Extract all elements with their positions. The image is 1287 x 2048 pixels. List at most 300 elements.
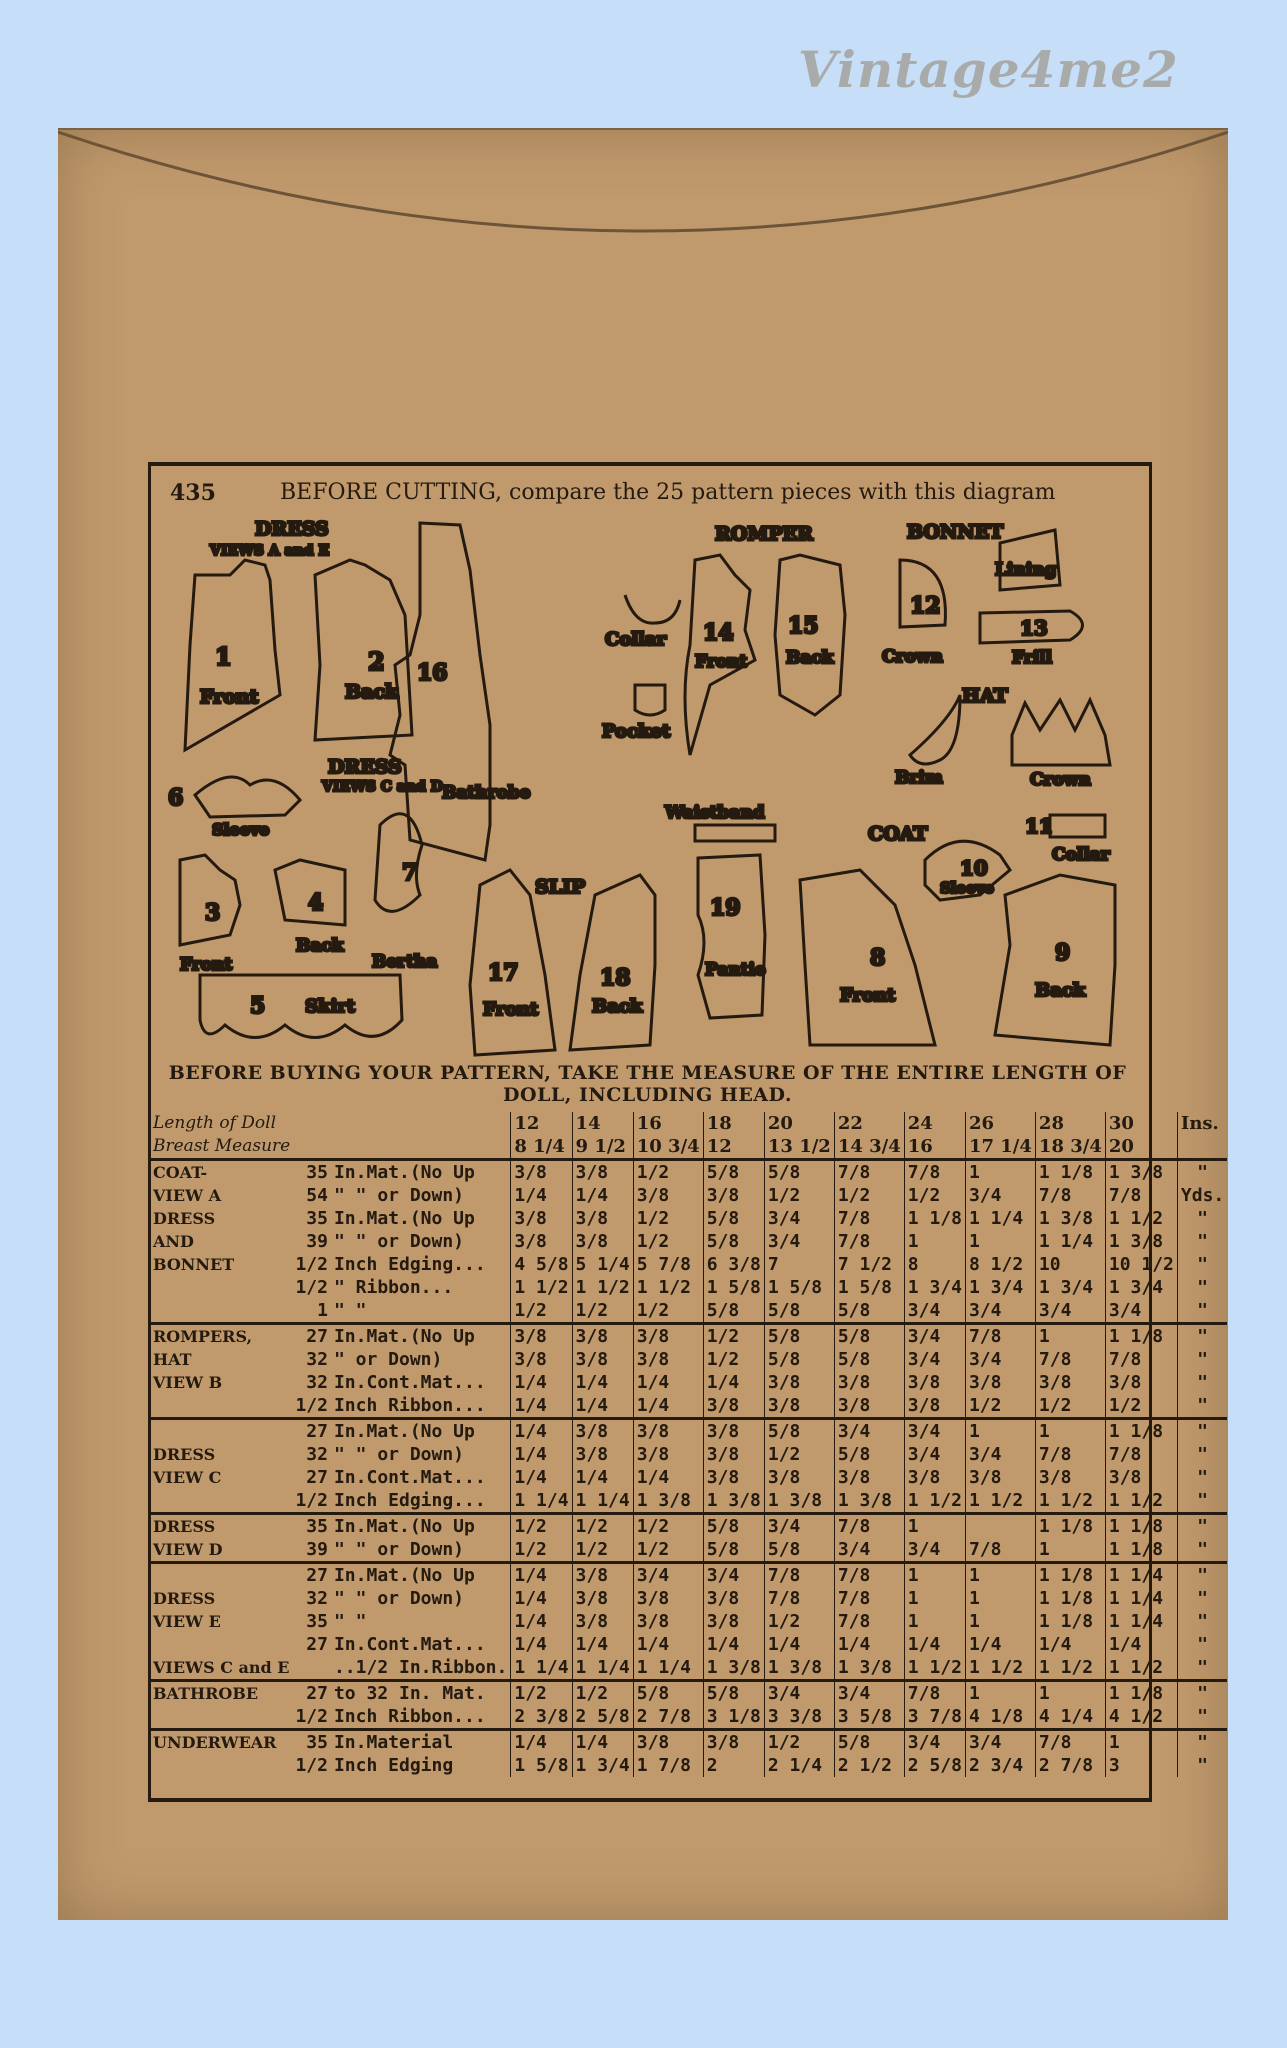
yardage-value: 1/2 bbox=[764, 1730, 834, 1755]
yardage-value: 1 3/4 bbox=[572, 1754, 633, 1777]
yardage-value: 1 bbox=[904, 1563, 965, 1588]
yardage-row bbox=[150, 1489, 1227, 1514]
yardage-value: 1/2 bbox=[633, 1299, 703, 1324]
material-width: 39 bbox=[306, 1539, 328, 1560]
yardage-value: 3/8 bbox=[572, 1348, 633, 1371]
yardage-value: 1 bbox=[1105, 1730, 1177, 1755]
piece-number: 19 bbox=[710, 895, 741, 921]
yardage-value: 7/8 bbox=[834, 1563, 904, 1588]
yardage-value: 7/8 bbox=[904, 1160, 965, 1185]
yardage-value: 1 bbox=[1035, 1681, 1105, 1706]
piece-number: 3 bbox=[205, 900, 221, 926]
yardage-value: 3/8 bbox=[633, 1348, 703, 1371]
yardage-value: 7/8 bbox=[834, 1160, 904, 1185]
yardage-row bbox=[150, 1705, 1227, 1730]
yardage-body bbox=[150, 1160, 1227, 1778]
yardage-table bbox=[150, 1112, 1227, 1777]
material-width: 32 bbox=[306, 1349, 328, 1370]
yardage-value: 3/8 bbox=[1035, 1466, 1105, 1489]
size-cell: 20 bbox=[764, 1112, 834, 1135]
yardage-value: 1 1/2 bbox=[1035, 1489, 1105, 1514]
material-width: 35 bbox=[306, 1208, 328, 1229]
yardage-value: 1 3/8 bbox=[834, 1656, 904, 1681]
yardage-value: 1/4 bbox=[511, 1633, 572, 1656]
yardage-value: 7/8 bbox=[904, 1681, 965, 1706]
yardage-value: 2 7/8 bbox=[633, 1705, 703, 1730]
material-description: In.Mat.(No Up bbox=[331, 1563, 511, 1588]
yardage-value: 3/8 bbox=[511, 1160, 572, 1185]
yardage-value: 1/4 bbox=[511, 1394, 572, 1419]
yardage-value: 1 1/8 bbox=[1105, 1538, 1177, 1563]
yardage-value: 3/8 bbox=[764, 1394, 834, 1419]
yardage-value: 1 1/8 bbox=[1105, 1324, 1177, 1349]
yardage-value: 1 bbox=[965, 1160, 1035, 1185]
yardage-value: 7/8 bbox=[1105, 1348, 1177, 1371]
yardage-value: 2 7/8 bbox=[1035, 1754, 1105, 1777]
yardage-value: 1/2 bbox=[633, 1207, 703, 1230]
unit-cell: " bbox=[1177, 1419, 1227, 1444]
piece-name: Waistband bbox=[665, 803, 765, 823]
yardage-value: 5/8 bbox=[764, 1419, 834, 1444]
yardage-row bbox=[150, 1563, 1227, 1588]
yardage-row bbox=[150, 1160, 1227, 1185]
material-width: 1 bbox=[317, 1300, 328, 1321]
yardage-value: 1 bbox=[1035, 1538, 1105, 1563]
yardage-value: 1 1/8 bbox=[1105, 1514, 1177, 1539]
yardage-value: 1/2 bbox=[572, 1681, 633, 1706]
yardage-value: 2 3/4 bbox=[965, 1754, 1035, 1777]
piece-name: Bathrobe bbox=[442, 783, 531, 803]
piece-number: 18 bbox=[600, 965, 631, 991]
yardage-value: 7/8 bbox=[834, 1514, 904, 1539]
unit-cell: Ins. bbox=[1177, 1112, 1227, 1135]
unit-cell: " bbox=[1177, 1371, 1227, 1394]
piece-number: 17 bbox=[488, 960, 519, 986]
yardage-value: 4 1/2 bbox=[1105, 1705, 1177, 1730]
yardage-value: 3/8 bbox=[703, 1730, 764, 1755]
yardage-row bbox=[150, 1253, 1227, 1276]
piece-outline bbox=[625, 595, 680, 623]
breast-header-row bbox=[150, 1135, 1227, 1160]
yardage-value: 3/4 bbox=[965, 1348, 1035, 1371]
yardage-value: 7/8 bbox=[834, 1587, 904, 1610]
group-label: COAT bbox=[868, 823, 928, 845]
yardage-value: 3/8 bbox=[511, 1324, 572, 1349]
yardage-value: 1 1/4 bbox=[633, 1656, 703, 1681]
size-cell: 18 3/4 bbox=[1035, 1135, 1105, 1160]
yardage-value: 3/4 bbox=[764, 1514, 834, 1539]
yardage-value: 1/4 bbox=[633, 1466, 703, 1489]
unit-cell: " bbox=[1177, 1633, 1227, 1656]
panel-title: BEFORE CUTTING, compare the 25 pattern pieces with this diagram bbox=[280, 480, 1056, 505]
yardage-value: 2 3/8 bbox=[511, 1705, 572, 1730]
material-width: 32 bbox=[306, 1372, 328, 1393]
unit-cell: " bbox=[1177, 1730, 1227, 1755]
material-width: 1/2 bbox=[295, 1706, 328, 1727]
group-label: HAT bbox=[962, 685, 1008, 707]
yardage-value: 7/8 bbox=[1035, 1730, 1105, 1755]
garment-label: VIEW B bbox=[153, 1373, 223, 1392]
yardage-value: 1/2 bbox=[572, 1514, 633, 1539]
piece-number: 16 bbox=[417, 660, 448, 686]
yardage-value: 1 3/8 bbox=[1105, 1230, 1177, 1253]
yardage-value: 1 3/8 bbox=[1035, 1207, 1105, 1230]
size-cell: 20 bbox=[1105, 1135, 1177, 1160]
yardage-value: 3/4 bbox=[764, 1681, 834, 1706]
yardage-value: 1 1/8 bbox=[1035, 1610, 1105, 1633]
yardage-row bbox=[150, 1324, 1227, 1349]
piece-number: 9 bbox=[1055, 940, 1071, 966]
size-cell: 22 bbox=[834, 1112, 904, 1135]
material-description: ..1/2 In.Ribbon. bbox=[333, 1657, 508, 1678]
garment-label bbox=[150, 1563, 292, 1588]
material-width: 27 bbox=[292, 1681, 331, 1706]
watermark: Vintage4me2 bbox=[798, 40, 1179, 99]
yardage-value: 1 5/8 bbox=[703, 1276, 764, 1299]
yardage-value: 1 bbox=[904, 1230, 965, 1253]
yardage-value: 10 1/2 bbox=[1105, 1253, 1177, 1276]
unit-cell: " bbox=[1177, 1207, 1227, 1230]
unit-cell: " bbox=[1177, 1466, 1227, 1489]
yardage-value: 1/4 bbox=[511, 1184, 572, 1207]
yardage-value: 1/4 bbox=[633, 1371, 703, 1394]
yardage-value: 1 5/8 bbox=[511, 1754, 572, 1777]
material-description: Inch Ribbon... bbox=[333, 1395, 486, 1416]
yardage-value: 1/4 bbox=[572, 1633, 633, 1656]
material-description: In.Mat.(No Up bbox=[331, 1514, 511, 1539]
yardage-value: 1 bbox=[904, 1514, 965, 1539]
piece-name: Bertha bbox=[372, 952, 438, 972]
material-description: In.Cont.Mat... bbox=[333, 1467, 486, 1488]
yardage-value: 3/4 bbox=[904, 1419, 965, 1444]
yardage-value: 1 3/8 bbox=[703, 1656, 764, 1681]
unit-cell: " bbox=[1177, 1514, 1227, 1539]
yardage-value: 3/4 bbox=[965, 1299, 1035, 1324]
piece-number: 12 bbox=[910, 593, 941, 619]
yardage-value: 1/4 bbox=[511, 1466, 572, 1489]
yardage-value: 1 1/8 bbox=[1105, 1419, 1177, 1444]
yardage-value: 1 bbox=[965, 1587, 1035, 1610]
piece-outline bbox=[315, 560, 412, 740]
yardage-value: 3/8 bbox=[572, 1230, 633, 1253]
material-description: " " bbox=[333, 1300, 367, 1321]
yardage-value: 3/4 bbox=[834, 1538, 904, 1563]
yardage-value: 7/8 bbox=[1105, 1443, 1177, 1466]
yardage-value: 3/4 bbox=[965, 1443, 1035, 1466]
garment-label: DRESS bbox=[153, 1589, 216, 1608]
material-description: Inch Ribbon... bbox=[333, 1706, 486, 1727]
piece-outline bbox=[200, 975, 402, 1038]
yardage-value: 7 1/2 bbox=[834, 1253, 904, 1276]
yardage-row bbox=[150, 1730, 1227, 1755]
yardage-value: 3/8 bbox=[904, 1394, 965, 1419]
yardage-value: 3/8 bbox=[633, 1443, 703, 1466]
yardage-row bbox=[150, 1754, 1227, 1777]
size-cell: 26 bbox=[965, 1112, 1035, 1135]
material-description: " Ribbon... bbox=[333, 1277, 454, 1298]
yardage-value: 1 bbox=[965, 1230, 1035, 1253]
yardage-value: 1/4 bbox=[965, 1633, 1035, 1656]
yardage-value: 1 1/4 bbox=[572, 1656, 633, 1681]
yardage-value: 3/8 bbox=[572, 1610, 633, 1633]
size-cell: 14 bbox=[572, 1112, 633, 1135]
garment-label bbox=[150, 1419, 292, 1444]
yardage-value: 3/8 bbox=[572, 1207, 633, 1230]
yardage-value: 3/8 bbox=[572, 1324, 633, 1349]
group-sublabel: VIEWS A and E bbox=[210, 543, 330, 559]
piece-name: Sleeve bbox=[940, 879, 994, 897]
group-label: BONNET bbox=[907, 521, 1004, 543]
yardage-value: 3/8 bbox=[834, 1371, 904, 1394]
yardage-value: 3/8 bbox=[703, 1394, 764, 1419]
yardage-value: 5/8 bbox=[834, 1324, 904, 1349]
yardage-value: 1 1/4 bbox=[572, 1489, 633, 1514]
yardage-row bbox=[150, 1184, 1227, 1207]
yardage-value: 3/4 bbox=[764, 1230, 834, 1253]
yardage-value: 3/8 bbox=[1105, 1371, 1177, 1394]
yardage-value: 1/2 bbox=[633, 1160, 703, 1185]
yardage-value: 1 3/8 bbox=[764, 1489, 834, 1514]
yardage-value: 1/4 bbox=[511, 1419, 572, 1444]
unit-cell: " bbox=[1177, 1230, 1227, 1253]
garment-label: UNDERWEAR bbox=[150, 1730, 292, 1755]
yardage-value: 1/2 bbox=[834, 1184, 904, 1207]
material-width: 1/2 bbox=[295, 1490, 328, 1511]
yardage-value: 1 1/2 bbox=[1105, 1656, 1177, 1681]
yardage-row bbox=[150, 1419, 1227, 1444]
yardage-value: 1 1/4 bbox=[511, 1656, 572, 1681]
material-width: 35 bbox=[292, 1730, 331, 1755]
size-cell: 18 bbox=[703, 1112, 764, 1135]
material-width: 27 bbox=[306, 1467, 328, 1488]
garment-label: COAT- bbox=[150, 1160, 292, 1185]
yardage-value: 1/4 bbox=[633, 1633, 703, 1656]
yardage-value: 3/8 bbox=[703, 1610, 764, 1633]
garment-label: BONNET bbox=[153, 1255, 235, 1274]
piece-outline bbox=[1012, 700, 1110, 765]
yardage-value: 1/2 bbox=[764, 1610, 834, 1633]
garment-label: VIEW C bbox=[153, 1468, 222, 1487]
yardage-value: 6 3/8 bbox=[703, 1253, 764, 1276]
material-description: Inch Edging... bbox=[333, 1490, 486, 1511]
yardage-value: 3/8 bbox=[572, 1160, 633, 1185]
garment-label bbox=[150, 1633, 292, 1656]
material-description: " " or Down) bbox=[333, 1539, 465, 1560]
yardage-value: 8 1/2 bbox=[965, 1253, 1035, 1276]
yardage-value: 1 1/2 bbox=[511, 1276, 572, 1299]
garment-label: VIEW D bbox=[153, 1540, 223, 1559]
unit-cell: " bbox=[1177, 1348, 1227, 1371]
piece-name: Frill bbox=[1012, 648, 1053, 668]
yardage-value: 5/8 bbox=[703, 1538, 764, 1563]
piece-number: 7 bbox=[402, 860, 418, 886]
yardage-value: 7/8 bbox=[965, 1538, 1035, 1563]
yardage-value: 10 bbox=[1035, 1253, 1105, 1276]
material-description: " " bbox=[333, 1611, 367, 1632]
piece-number: 5 bbox=[250, 993, 266, 1019]
yardage-value: 5/8 bbox=[633, 1681, 703, 1706]
yardage-value: 2 5/8 bbox=[572, 1705, 633, 1730]
yardage-value bbox=[965, 1514, 1035, 1539]
yardage-value: 1 1/2 bbox=[904, 1656, 965, 1681]
yardage-row bbox=[150, 1230, 1227, 1253]
yardage-value: 1/2 bbox=[511, 1514, 572, 1539]
yardage-value: 3/4 bbox=[1035, 1299, 1105, 1324]
piece-number: 6 bbox=[168, 785, 184, 811]
yardage-row bbox=[150, 1633, 1227, 1656]
size-cell: 16 bbox=[633, 1112, 703, 1135]
piece-name: Lining bbox=[995, 560, 1057, 580]
yardage-value: 1 bbox=[965, 1681, 1035, 1706]
yardage-value: 3/8 bbox=[1035, 1371, 1105, 1394]
material-description: In.Mat.(No Up bbox=[331, 1324, 511, 1349]
yardage-value: 1/4 bbox=[572, 1184, 633, 1207]
yardage-row bbox=[150, 1538, 1227, 1563]
yardage-value: 1/4 bbox=[511, 1730, 572, 1755]
yardage-value: 5/8 bbox=[703, 1207, 764, 1230]
yardage-value: 3/4 bbox=[633, 1563, 703, 1588]
piece-name: Front bbox=[483, 999, 539, 1020]
yardage-value: 1/2 bbox=[633, 1538, 703, 1563]
piece-outline bbox=[910, 695, 960, 764]
material-description: " " or Down) bbox=[333, 1185, 465, 1206]
garment-label: VIEW E bbox=[153, 1612, 221, 1631]
piece-name: Crown bbox=[1030, 770, 1091, 790]
yardage-row bbox=[150, 1394, 1227, 1419]
size-cell: 17 1/4 bbox=[965, 1135, 1035, 1160]
garment-label bbox=[150, 1299, 292, 1324]
material-width: 27 bbox=[292, 1419, 331, 1444]
material-description: " or Down) bbox=[333, 1349, 443, 1370]
yardage-value: 5/8 bbox=[834, 1299, 904, 1324]
yardage-value: 1/4 bbox=[764, 1633, 834, 1656]
yardage-value: 1 1/2 bbox=[572, 1276, 633, 1299]
piece-number: 4 bbox=[308, 890, 324, 916]
yardage-value: 7/8 bbox=[834, 1230, 904, 1253]
yardage-value: 1/2 bbox=[904, 1184, 965, 1207]
yardage-value: 1/2 bbox=[965, 1394, 1035, 1419]
piece-name: Back bbox=[1035, 980, 1086, 1001]
yardage-value: 3/8 bbox=[764, 1371, 834, 1394]
yardage-value: 4 1/4 bbox=[1035, 1705, 1105, 1730]
material-description: Inch Edging bbox=[333, 1755, 454, 1776]
piece-name: Crown bbox=[882, 647, 943, 667]
unit-cell: " bbox=[1177, 1299, 1227, 1324]
garment-label: ROMPERS, bbox=[150, 1324, 292, 1349]
size-cell: 12 bbox=[703, 1135, 764, 1160]
yardage-row bbox=[150, 1656, 1227, 1681]
unit-cell: " bbox=[1177, 1489, 1227, 1514]
material-width: 1/2 bbox=[295, 1395, 328, 1416]
garment-label: DRESS bbox=[150, 1514, 292, 1539]
yardage-value: 1/4 bbox=[511, 1563, 572, 1588]
yardage-value: 1 1/2 bbox=[965, 1656, 1035, 1681]
yardage-value: 7/8 bbox=[764, 1563, 834, 1588]
unit-cell: " bbox=[1177, 1656, 1227, 1681]
piece-outline bbox=[1050, 815, 1105, 837]
yardage-value: 1/4 bbox=[1105, 1633, 1177, 1656]
yardage-value: 1 1/2 bbox=[633, 1276, 703, 1299]
yardage-value: 3/8 bbox=[633, 1610, 703, 1633]
yardage-value: 5/8 bbox=[703, 1514, 764, 1539]
yardage-value: 4 5/8 bbox=[511, 1253, 572, 1276]
group-sublabel: VIEWS C and D bbox=[322, 779, 443, 795]
yardage-value: 5/8 bbox=[834, 1730, 904, 1755]
yardage-value: 1 1/4 bbox=[1035, 1230, 1105, 1253]
yardage-value: 3/4 bbox=[965, 1730, 1035, 1755]
yardage-value: 3/4 bbox=[703, 1563, 764, 1588]
yardage-value: 1 bbox=[1035, 1419, 1105, 1444]
yardage-value: 3/8 bbox=[511, 1348, 572, 1371]
piece-number: 15 bbox=[788, 613, 819, 639]
material-description: In.Material bbox=[331, 1730, 511, 1755]
yardage-value: 7/8 bbox=[965, 1324, 1035, 1349]
material-width: 35 bbox=[292, 1514, 331, 1539]
yardage-row bbox=[150, 1443, 1227, 1466]
yardage-row bbox=[150, 1299, 1227, 1324]
yardage-value: 1/2 bbox=[572, 1538, 633, 1563]
yardage-value: 5/8 bbox=[703, 1681, 764, 1706]
yardage-value: 3/8 bbox=[703, 1184, 764, 1207]
yardage-value: 1 1/8 bbox=[1035, 1160, 1105, 1185]
unit-cell: " bbox=[1177, 1587, 1227, 1610]
size-cell: 9 1/2 bbox=[572, 1135, 633, 1160]
material-width: 35 bbox=[292, 1160, 331, 1185]
yardage-value: 1/2 bbox=[633, 1230, 703, 1253]
yardage-value: 1 3/4 bbox=[1105, 1276, 1177, 1299]
piece-number: 2 bbox=[368, 647, 385, 676]
yardage-value: 3/8 bbox=[834, 1394, 904, 1419]
yardage-value: 1 1/2 bbox=[965, 1489, 1035, 1514]
unit-cell: " bbox=[1177, 1610, 1227, 1633]
yardage-value: 1 bbox=[965, 1610, 1035, 1633]
piece-name: Pocket bbox=[602, 721, 671, 742]
yardage-value: 1 1/2 bbox=[1105, 1489, 1177, 1514]
yardage-value: 1 1/2 bbox=[1105, 1207, 1177, 1230]
unit-cell: " bbox=[1177, 1754, 1227, 1777]
yardage-value: 1 bbox=[904, 1610, 965, 1633]
material-width: 32 bbox=[306, 1588, 328, 1609]
material-width: 1/2 bbox=[295, 1755, 328, 1776]
yardage-value: 1 1/8 bbox=[1035, 1514, 1105, 1539]
yardage-value: 5/8 bbox=[703, 1299, 764, 1324]
material-width bbox=[292, 1656, 331, 1681]
piece-name: Back bbox=[345, 681, 399, 703]
piece-name: Back bbox=[592, 996, 643, 1017]
yardage-value: 3/4 bbox=[904, 1443, 965, 1466]
piece-outline bbox=[695, 825, 775, 841]
yardage-value: 1 3/8 bbox=[633, 1489, 703, 1514]
yardage-value: 7/8 bbox=[764, 1587, 834, 1610]
yardage-value: 1/4 bbox=[511, 1587, 572, 1610]
yardage-value: 3 5/8 bbox=[834, 1705, 904, 1730]
unit-cell: " bbox=[1177, 1443, 1227, 1466]
garment-label bbox=[150, 1705, 292, 1730]
yardage-value: 1 5/8 bbox=[834, 1276, 904, 1299]
envelope-flap bbox=[58, 130, 1228, 250]
piece-number: 13 bbox=[1020, 616, 1048, 640]
unit-cell: " bbox=[1177, 1681, 1227, 1706]
piece-name: Collar bbox=[605, 629, 667, 650]
material-width: 32 bbox=[306, 1444, 328, 1465]
size-cell: 24 bbox=[904, 1112, 965, 1135]
piece-number: 1 bbox=[215, 642, 232, 671]
size-cell: 28 bbox=[1035, 1112, 1105, 1135]
size-cell: 8 1/4 bbox=[511, 1135, 572, 1160]
material-width: 54 bbox=[306, 1185, 328, 1206]
unit-cell: " bbox=[1177, 1324, 1227, 1349]
yardage-value: 5 7/8 bbox=[633, 1253, 703, 1276]
